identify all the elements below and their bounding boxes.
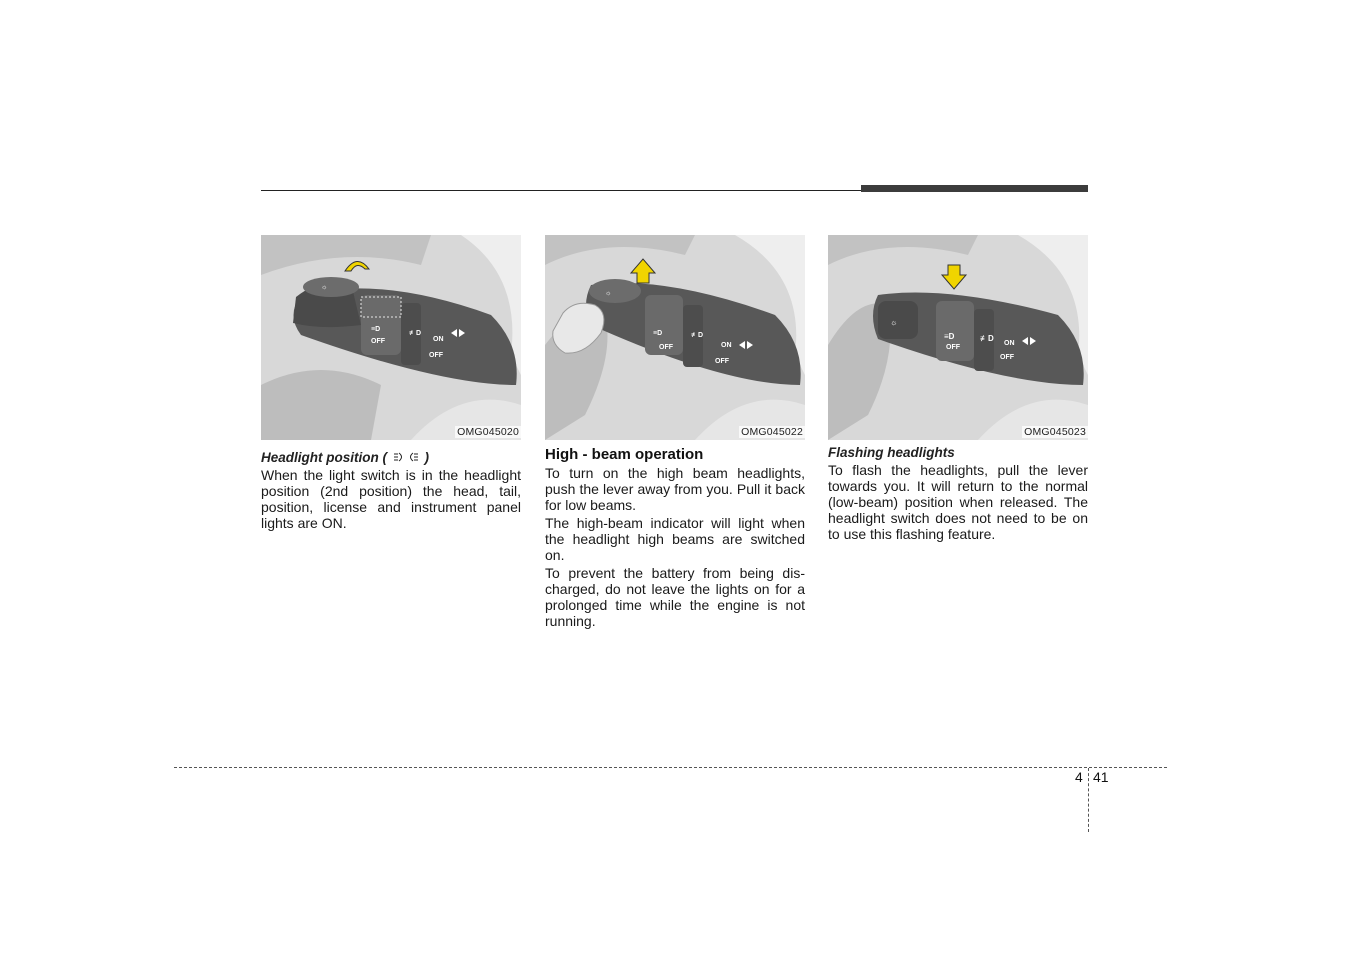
page-number: 41	[1093, 769, 1109, 785]
body-paragraph: When the light switch is in the headlight position (2nd position) the head, tail, position, license and instrument panel lights are ON.	[261, 467, 521, 531]
svg-text:☼: ☼	[605, 290, 612, 297]
header-tab-bar	[861, 185, 1088, 192]
headlight-position-icon	[393, 451, 419, 463]
figure-code: OMG045023	[1024, 426, 1086, 438]
column-flashing-headlights	[828, 235, 1088, 544]
lever-off-label-1: OFF	[371, 338, 385, 345]
lever-illustration-3	[828, 235, 1088, 440]
figure-high-beam	[545, 235, 805, 440]
svg-text:☼: ☼	[321, 284, 328, 291]
section-heading: Flashing headlights	[828, 445, 955, 460]
lever-illustration-1	[261, 235, 521, 440]
figure-code: OMG045022	[741, 426, 803, 438]
svg-text:≢D: ≢D	[691, 332, 704, 339]
svg-text:≡D: ≡D	[371, 326, 381, 333]
lever-off-label-2b: OFF	[715, 358, 729, 365]
footer-rule	[174, 767, 1167, 768]
lever-off-label-1b: OFF	[429, 352, 443, 359]
lever-on-label-1: ON	[433, 336, 444, 343]
svg-text:≡D: ≡D	[944, 332, 955, 341]
column-high-beam	[545, 235, 805, 631]
body-paragraph: The high-beam indicator will light when the headlight high beams are switched on.	[545, 515, 805, 563]
header-rule	[261, 190, 861, 191]
svg-text:☼: ☼	[890, 318, 898, 327]
body-paragraph: To flash the headlights, pull the lever towards you. It will return to the normal (low-beam) position when released. The headlight switch does not need to be on to use this flashing feature.	[828, 462, 1088, 542]
figure-code: OMG045020	[457, 426, 519, 438]
body-paragraph: To prevent the battery from being dis-charged, do not leave the lights on for a prolonged time while the engine is not running.	[545, 565, 805, 629]
lever-illustration-2	[545, 235, 805, 440]
figure-headlight-position	[261, 235, 521, 440]
lever-off-label-2: OFF	[659, 344, 673, 351]
svg-text:≢D: ≢D	[409, 330, 422, 337]
lever-on-label-3: ON	[1004, 340, 1015, 347]
footer-divider	[1088, 768, 1089, 832]
lever-on-label-2: ON	[721, 342, 732, 349]
body-paragraph: To turn on the high beam headlights, push the lever away from you. Pull it back for low beams.	[545, 465, 805, 513]
section-heading: Headlight position ( )	[261, 450, 430, 465]
lever-off-label-3: OFF	[946, 344, 960, 351]
section-heading: High - beam operation	[545, 446, 704, 463]
svg-text:≡D: ≡D	[653, 330, 663, 337]
section-number: 4	[1075, 769, 1083, 785]
svg-text:≢D: ≢D	[980, 334, 994, 343]
column-headlight-position	[261, 235, 521, 533]
figure-flashing-headlights	[828, 235, 1088, 440]
lever-off-label-3b: OFF	[1000, 354, 1014, 361]
